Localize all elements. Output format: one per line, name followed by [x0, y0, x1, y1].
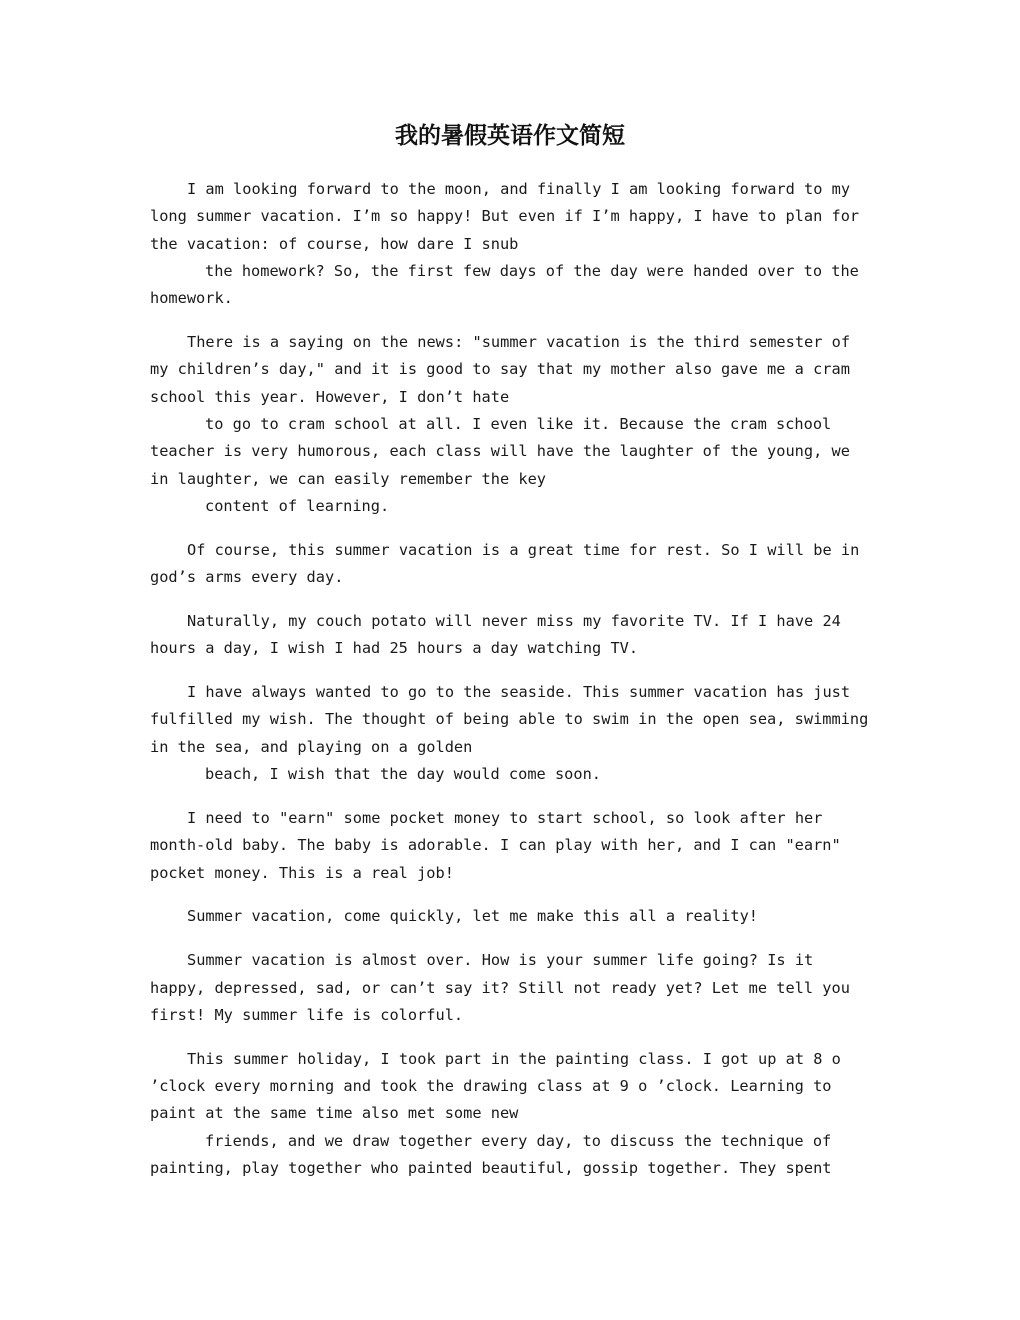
paragraph-line: long summer vacation. I’m so happy! But even if I’m happy, I have to plan for [150, 207, 860, 226]
paragraph [150, 1046, 870, 1182]
paragraph [150, 947, 870, 1029]
paragraph [150, 176, 870, 312]
paragraph [150, 537, 870, 592]
paragraph-line: Of course, this summer vacation is a great time for rest. So I will be in [187, 540, 860, 559]
paragraph-line: the homework? So, the first few days of the day were handed over to the [205, 261, 859, 280]
paragraph-line: teacher is very humorous, each class will have the laughter of the young, we [150, 442, 850, 461]
paragraph [150, 329, 870, 520]
paragraph-line: I need to "earn" some pocket money to start school, so look after her [187, 808, 823, 827]
paragraph-line: beach, I wish that the day would come soon. [205, 765, 602, 784]
paragraph [150, 805, 870, 887]
paragraph-line: Summer vacation, come quickly, let me make this all a reality! [187, 907, 758, 926]
paragraph-line: in the sea, and playing on a golden [150, 737, 473, 756]
paragraph [150, 679, 870, 788]
paragraph-line: pocket money. This is a real job! [150, 863, 454, 882]
paragraph-line: school this year. However, I don’t hate [150, 387, 510, 406]
paragraph-line: fulfilled my wish. The thought of being able to swim in the open sea, swimming [150, 710, 869, 729]
paragraph-line: content of learning. [205, 496, 390, 515]
paragraph-line: There is a saying on the news: "summer vacation is the third semester of [187, 333, 851, 352]
paragraph-line: painting, play together who painted beautiful, gossip together. They spent [150, 1158, 832, 1177]
paragraph [150, 903, 870, 930]
paragraph-line: my children’s day," and it is good to say that my mother also gave me a cram [150, 360, 850, 379]
paragraph-line: god’s arms every day. [150, 568, 344, 587]
paragraph-line: happy, depressed, sad, or can’t say it? Still not ready yet? Let me tell you [150, 978, 850, 997]
paragraph-line: first! My summer life is colorful. [150, 1005, 464, 1024]
paragraph-line: in laughter, we can easily remember the key [150, 469, 547, 488]
document-title: 我的暑假英语作文简短 [395, 122, 625, 149]
paragraph-line: Summer vacation is almost over. How is your summer life going? Is it [187, 951, 814, 970]
paragraph-line: the vacation: of course, how dare I snub [150, 234, 519, 253]
paragraph-line: to go to cram school at all. I even like it. Because the cram school [205, 414, 832, 433]
paragraph-line: paint at the same time also met some new [150, 1104, 519, 1123]
document-body [150, 176, 870, 1199]
paragraph-line: friends, and we draw together every day, to discuss the technique of [205, 1131, 832, 1150]
paragraph-line: I have always wanted to go to the seaside. This summer vacation has just [187, 683, 851, 702]
paragraph-line: Naturally, my couch potato will never miss my favorite TV. If I have 24 [187, 611, 841, 630]
paragraph-line: hours a day, I wish I had 25 hours a day watching TV. [150, 639, 639, 658]
paragraph-line: This summer holiday, I took part in the painting class. I got up at 8 o [187, 1049, 841, 1068]
paragraph-line: month-old baby. The baby is adorable. I can play with her, and I can "earn" [150, 836, 841, 855]
paragraph-line: homework. [150, 289, 233, 308]
paragraph [150, 608, 870, 663]
paragraph-line: ’clock every morning and took the drawing class at 9 o ’clock. Learning to [150, 1077, 832, 1096]
paragraph-line: I am looking forward to the moon, and finally I am looking forward to my [187, 180, 851, 198]
